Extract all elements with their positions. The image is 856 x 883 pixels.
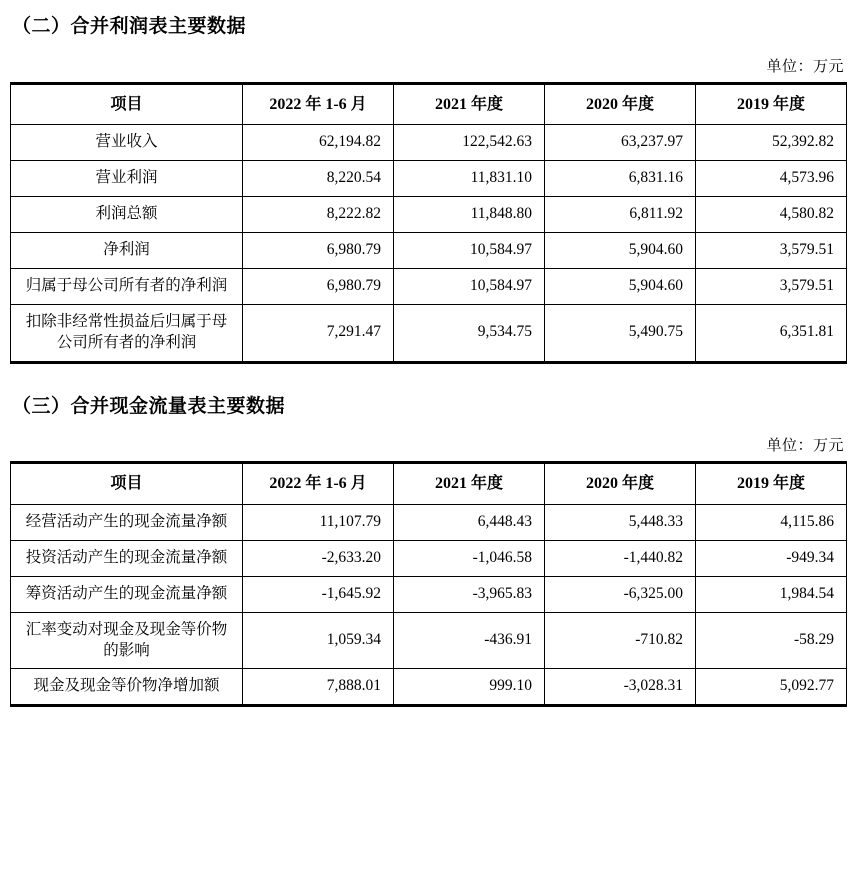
- column-header-2022h1: 2022 年 1-6 月: [243, 463, 394, 505]
- cell-value: 6,831.16: [545, 161, 696, 197]
- column-header-item: 项目: [11, 463, 243, 505]
- column-header-2022h1: 2022 年 1-6 月: [243, 83, 394, 125]
- table-row: [11, 669, 847, 706]
- cell-value: -3,965.83: [394, 576, 545, 612]
- cell-value: 5,092.77: [696, 669, 847, 706]
- row-label: 筹资活动产生的现金流量净额: [11, 576, 243, 612]
- cell-value: 999.10: [394, 669, 545, 706]
- row-label: 利润总额: [11, 197, 243, 233]
- cell-value: 7,291.47: [243, 304, 394, 362]
- cell-value: 122,542.63: [394, 125, 545, 161]
- cell-value: 62,194.82: [243, 125, 394, 161]
- cell-value: -58.29: [696, 612, 847, 669]
- cell-value: 11,831.10: [394, 161, 545, 197]
- table-row: [11, 540, 847, 576]
- table-row: [11, 576, 847, 612]
- cell-value: -6,325.00: [545, 576, 696, 612]
- cell-value: 9,534.75: [394, 304, 545, 362]
- cell-value: 4,115.86: [696, 504, 847, 540]
- unit-note: 单位：万元: [766, 438, 844, 455]
- row-label: 净利润: [11, 232, 243, 268]
- cell-value: 10,584.97: [394, 232, 545, 268]
- row-label: 投资活动产生的现金流量净额: [11, 540, 243, 576]
- section-title: （二）合并利润表主要数据: [12, 16, 247, 37]
- table-row: [11, 232, 847, 268]
- cell-value: 5,448.33: [545, 504, 696, 540]
- cell-value: -1,645.92: [243, 576, 394, 612]
- table-row: [11, 125, 847, 161]
- unit-note: 单位：万元: [766, 58, 844, 75]
- column-header-item: 项目: [11, 83, 243, 125]
- cell-value: 10,584.97: [394, 268, 545, 304]
- cell-value: -1,440.82: [545, 540, 696, 576]
- cell-value: 1,984.54: [696, 576, 847, 612]
- table-header-row: [11, 83, 847, 125]
- section-spacer: [10, 366, 846, 388]
- column-header-2021: 2021 年度: [394, 83, 545, 125]
- cash-flow-table: [10, 461, 847, 707]
- cell-value: 5,904.60: [545, 232, 696, 268]
- column-header-2019: 2019 年度: [696, 83, 847, 125]
- table-row: [11, 161, 847, 197]
- table-row: [11, 304, 847, 362]
- cell-value: 63,237.97: [545, 125, 696, 161]
- row-label: 汇率变动对现金及现金等价物的影响: [11, 612, 243, 669]
- cell-value: 6,980.79: [243, 268, 394, 304]
- cell-value: -2,633.20: [243, 540, 394, 576]
- row-label: 现金及现金等价物净增加额: [11, 669, 243, 706]
- section-income-statement: [10, 14, 846, 364]
- column-header-2021: 2021 年度: [394, 463, 545, 505]
- cell-value: -436.91: [394, 612, 545, 669]
- table-header-row: [11, 463, 847, 505]
- cell-value: 4,573.96: [696, 161, 847, 197]
- row-label: 营业利润: [11, 161, 243, 197]
- cell-value: 52,392.82: [696, 125, 847, 161]
- row-label: 归属于母公司所有者的净利润: [11, 268, 243, 304]
- cell-value: -3,028.31: [545, 669, 696, 706]
- cell-value: 6,351.81: [696, 304, 847, 362]
- cell-value: 8,220.54: [243, 161, 394, 197]
- table-row: [11, 268, 847, 304]
- cell-value: -1,046.58: [394, 540, 545, 576]
- section-cash-flow-statement: [10, 394, 846, 708]
- cell-value: 1,059.34: [243, 612, 394, 669]
- cell-value: 6,811.92: [545, 197, 696, 233]
- cell-value: 6,980.79: [243, 232, 394, 268]
- cell-value: 5,490.75: [545, 304, 696, 362]
- income-statement-table: [10, 82, 847, 364]
- cell-value: 7,888.01: [243, 669, 394, 706]
- cell-value: 11,107.79: [243, 504, 394, 540]
- row-label: 扣除非经常性损益后归属于母公司所有者的净利润: [11, 304, 243, 362]
- cell-value: 8,222.82: [243, 197, 394, 233]
- cell-value: -710.82: [545, 612, 696, 669]
- cell-value: 11,848.80: [394, 197, 545, 233]
- table-row: [11, 612, 847, 669]
- table-row: [11, 504, 847, 540]
- row-label: 营业收入: [11, 125, 243, 161]
- column-header-2020: 2020 年度: [545, 83, 696, 125]
- row-label: 经营活动产生的现金流量净额: [11, 504, 243, 540]
- cell-value: 3,579.51: [696, 232, 847, 268]
- cell-value: 3,579.51: [696, 268, 847, 304]
- cell-value: 4,580.82: [696, 197, 847, 233]
- column-header-2019: 2019 年度: [696, 463, 847, 505]
- column-header-2020: 2020 年度: [545, 463, 696, 505]
- cell-value: -949.34: [696, 540, 847, 576]
- table-row: [11, 197, 847, 233]
- cell-value: 6,448.43: [394, 504, 545, 540]
- section-title: （三）合并现金流量表主要数据: [12, 395, 286, 417]
- cell-value: 5,904.60: [545, 268, 696, 304]
